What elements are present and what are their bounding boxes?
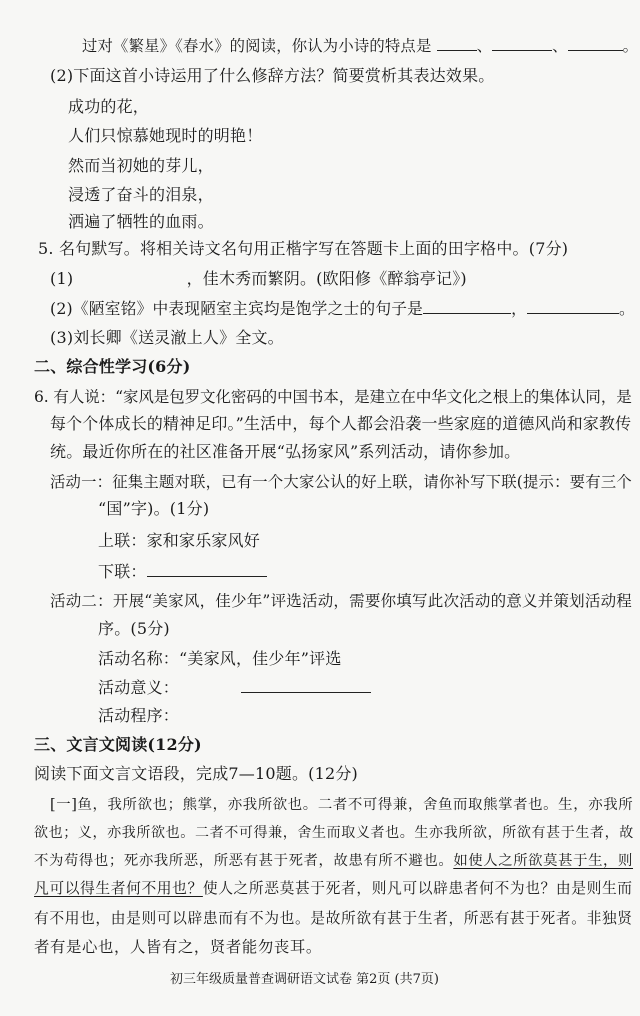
activity-1-line-2: “国”字)。(1分) bbox=[98, 499, 210, 518]
poem-line-5: 洒遍了牺牲的血雨。 bbox=[68, 212, 214, 231]
classical-text-line-6: 者有是心也，人皆有之，贤者能勿丧耳。 bbox=[34, 938, 322, 956]
lower-couplet-label: 下联： bbox=[98, 562, 147, 581]
answer-blank[interactable] bbox=[147, 562, 267, 577]
q6-line-3: 统。最近你所在的社区准备开展“弘扬家风”系列活动，请你参加。 bbox=[50, 442, 521, 461]
separator: ， bbox=[511, 299, 527, 318]
classical-text: 不为苟得也；死亦我所恶，所恶有甚于死者，故患有所不避也。 bbox=[34, 853, 454, 869]
activity-procedure-line bbox=[98, 706, 179, 726]
answer-blank[interactable] bbox=[241, 678, 371, 693]
period: 。 bbox=[619, 299, 635, 318]
activity-name: 活动名称：“美家风，佳少年”评选 bbox=[98, 649, 342, 668]
lower-couplet-line bbox=[98, 562, 267, 582]
page-footer: 初三年级质量普查调研语文试卷 第2页 (共7页) bbox=[170, 972, 439, 987]
reading-instruction: 阅读下面文言文语段，完成7—10题。(12分) bbox=[34, 764, 358, 783]
underlined-sentence: 如使人之所欲莫甚于生，则 bbox=[453, 853, 634, 869]
classical-text-line-3 bbox=[34, 851, 633, 871]
activity-significance-label: 活动意义： bbox=[98, 678, 180, 697]
q5-2-text: (2)《陋室铭》中表现陋室主宾均是饱学之士的句子是 bbox=[50, 299, 424, 318]
activity-procedure-label: 活动程序： bbox=[98, 706, 180, 725]
q4-1-text: 过对《繁星》《春水》的阅读，你认为小诗的特点是 bbox=[82, 37, 432, 55]
classical-text-line-5: 有不用也，由是则可以辟患而有不为也。是故所欲有甚于生者，所恶有甚于死者。非独贤 bbox=[34, 910, 633, 927]
classical-text-line-4 bbox=[34, 879, 633, 899]
q5-1-text: ，佳木秀而繁阴。(欧阳修《醉翁亭记》) bbox=[186, 269, 467, 288]
poem-line-3: 然而当初她的芽儿， bbox=[68, 156, 214, 175]
period: 。 bbox=[622, 37, 639, 55]
answer-blank[interactable] bbox=[568, 36, 623, 51]
section-3-heading: 三、文言文阅读(12分) bbox=[34, 735, 202, 754]
q4-1-line bbox=[82, 36, 638, 56]
upper-couplet: 上联：家和家乐家风好 bbox=[98, 531, 261, 550]
answer-blank[interactable] bbox=[492, 36, 552, 51]
answer-blank[interactable] bbox=[437, 36, 477, 51]
activity-2-line-1: 活动二：开展“美家风，佳少年”评选活动，需要你填写此次活动的意义并策划活动程 bbox=[50, 592, 633, 610]
poem-line-2: 人们只惊慕她现时的明艳！ bbox=[68, 126, 263, 145]
q5-title: 5. 名句默写。将相关诗文名句用正楷字写在答题卡上面的田字格中。(7分) bbox=[38, 239, 569, 258]
poem-line-4: 浸透了奋斗的泪泉， bbox=[68, 185, 214, 204]
q6-line-2: 每个个体成长的精神足印。”生活中，每个人都会沿袭一些家庭的道德风尚和家教传 bbox=[50, 414, 632, 433]
answer-blank[interactable] bbox=[527, 299, 619, 314]
separator: 、 bbox=[476, 37, 493, 55]
activity-2-line-2: 序。(5分) bbox=[98, 619, 170, 638]
classical-text-line-2: 欲也；义，亦我所欲也。二者不可得兼，舍生而取义者也。生亦我所欲，所欲有甚于生者，故 bbox=[34, 825, 634, 841]
q5-1-number: (1) bbox=[50, 269, 74, 288]
section-2-heading: 二、综合性学习(6分) bbox=[34, 357, 191, 376]
classical-text: 使人之所恶莫甚于死者，则凡可以辟患者何不为也？由是则生而 bbox=[202, 880, 633, 897]
q5-3-line: (3)刘长卿《送灵澈上人》全文。 bbox=[50, 328, 284, 347]
separator: 、 bbox=[552, 37, 568, 55]
classical-text-line-1: [一]鱼，我所欲也；熊掌，亦我所欲也。二者不可得兼，舍鱼而取熊掌者也。生，亦我所 bbox=[50, 797, 634, 813]
answer-blank[interactable] bbox=[423, 299, 511, 314]
poem-line-1: 成功的花， bbox=[68, 97, 150, 116]
q6-line-1: 6. 有人说：“家风是包罗文化密码的中国书本，是建立在中华文化之根上的集体认同，是 bbox=[34, 388, 632, 406]
q5-2-line bbox=[50, 299, 635, 319]
underlined-sentence: 凡可以得生者何不用也？ bbox=[34, 880, 203, 897]
activity-1-line-1: 活动一：征集主题对联，已有一个大家公认的好上联，请你补写下联(提示：要有三个 bbox=[50, 473, 632, 491]
q5-1-line bbox=[50, 269, 467, 289]
activity-significance-line bbox=[98, 678, 371, 698]
q4-2-prompt: (2)下面这首小诗运用了什么修辞方法？简要赏析其表达效果。 bbox=[50, 66, 495, 85]
